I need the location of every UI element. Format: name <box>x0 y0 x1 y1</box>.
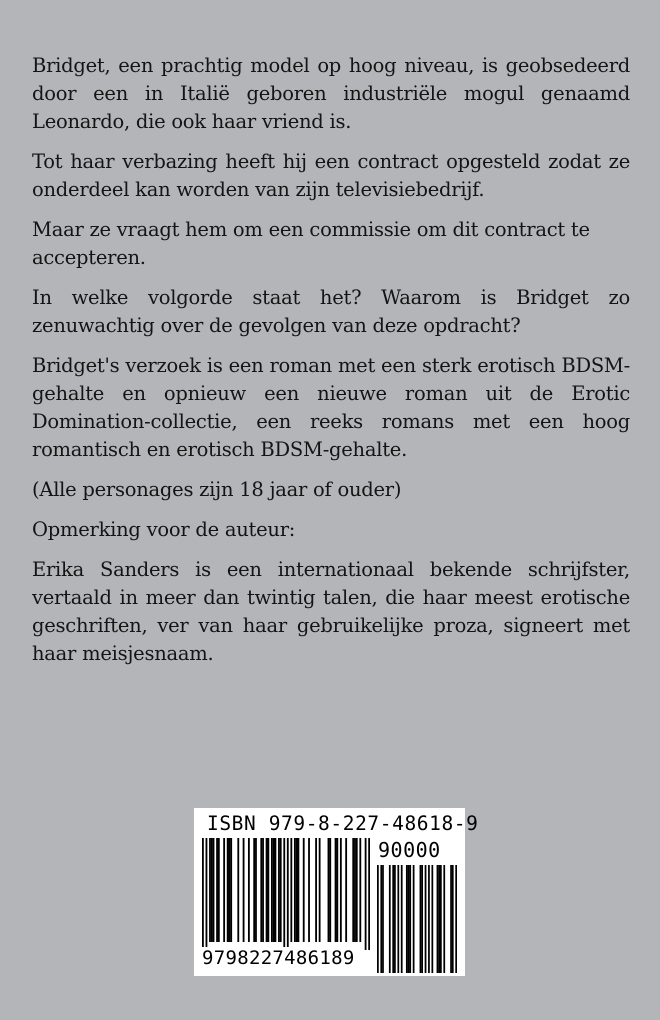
barcode-bar <box>209 838 211 942</box>
barcode-bar <box>294 838 296 942</box>
addon-bar <box>413 865 415 973</box>
barcode-bar <box>213 838 215 942</box>
barcode-bar <box>248 838 250 942</box>
addon-barcode-bars <box>377 865 457 973</box>
barcode-bar <box>280 838 282 942</box>
barcode-bar <box>336 838 338 942</box>
addon-bar <box>452 865 454 973</box>
price-addon-label: 90000 <box>378 838 441 862</box>
barcode-bar <box>216 838 218 942</box>
blurb-paragraph-4: In welke volgorde staat het? Waarom is Bridget zo zenuwachtig over de gevolgen van deze opdracht? <box>32 286 630 337</box>
barcode-bar <box>356 838 358 942</box>
addon-bar <box>377 865 379 973</box>
barcode-bar <box>340 838 342 942</box>
barcode-bar <box>262 838 264 942</box>
barcode-bar <box>287 838 289 950</box>
barcode-bar <box>211 838 213 942</box>
addon-bar <box>437 865 439 973</box>
barcode-bar <box>329 838 331 942</box>
barcode-bar <box>359 838 361 942</box>
addon-bar <box>455 865 457 973</box>
addon-bar <box>425 865 427 973</box>
barcode-bar <box>260 838 262 942</box>
addon-bar <box>401 865 403 973</box>
author-note: Erika Sanders is een internationaal bekende schrijfster, vertaald in meer dan twintig talen, die haar meest erotische geschriften, ver van haar gebruikelijke proza, signeert met haar meisjesnaam. <box>32 558 630 665</box>
addon-bar <box>397 865 399 973</box>
barcode-bar <box>290 838 292 942</box>
addon-bar <box>443 865 445 973</box>
blurb-paragraph-3: Maar ze vraagt hem om een commissie om dit contract te accepteren. <box>32 218 590 269</box>
barcode-bar <box>283 838 285 950</box>
barcode-bar <box>253 838 255 942</box>
barcode-bar <box>308 838 310 942</box>
barcode-bar <box>345 838 347 942</box>
barcode-bar <box>275 838 277 942</box>
addon-bar <box>382 865 384 973</box>
barcode-bar <box>273 838 275 942</box>
barcode-bar <box>202 838 204 950</box>
barcode-bar <box>296 838 298 942</box>
addon-bar <box>409 865 411 973</box>
barcode-bar <box>230 838 232 942</box>
barcode-bar <box>271 838 273 942</box>
barcode-bar <box>352 838 354 942</box>
addon-bar <box>431 865 433 973</box>
blurb-paragraph-1: Bridget, een prachtig model op hoog niveau, is geobsedeerd door een in Italië geboren industriële mogul genaamd Leonardo, die ook haar vriend is. <box>32 54 630 133</box>
barcode-bar <box>315 838 317 942</box>
addon-bar <box>421 865 423 973</box>
barcode-bar <box>255 838 257 942</box>
addon-bar <box>420 865 422 973</box>
age-disclaimer: (Alle personages zijn 18 jaar of ouder) <box>32 478 402 501</box>
barcode-bar <box>335 838 337 942</box>
back-cover-blurb <box>32 52 630 680</box>
barcode-bar <box>223 838 225 942</box>
barcode-bar <box>227 838 229 942</box>
addon-bar <box>394 865 396 973</box>
barcode-bar <box>365 838 367 950</box>
addon-bar <box>428 865 430 973</box>
ean-number: 9798227486189 <box>202 947 355 969</box>
barcode-bar <box>278 838 280 942</box>
isbn-barcode <box>194 808 479 976</box>
barcode-bar <box>266 838 268 942</box>
addon-bar <box>406 865 408 973</box>
addon-bar <box>450 865 452 973</box>
barcode-bar <box>206 838 208 950</box>
barcode-bar <box>237 838 239 942</box>
addon-bar <box>389 865 391 973</box>
blurb-paragraph-5: Bridget's verzoek is een roman met een sterk erotisch BDSM-gehalte en opnieuw een nieuwe roman uit de Erotic Domination-collectie, een reeks romans met een hoog romantisch en erotisch BDSM-gehalte. <box>32 354 630 461</box>
barcode-bar <box>319 838 321 942</box>
addon-bar <box>408 865 410 973</box>
blurb-paragraph-2: Tot haar verbazing heeft hij een contract opgesteld zodat ze onderdeel kan worden van zijn televisiebedrijf. <box>32 150 630 201</box>
barcode-bar <box>267 838 269 942</box>
barcode-bar <box>218 838 220 942</box>
barcode-bar <box>354 838 356 942</box>
addon-bar <box>440 865 442 973</box>
barcode-bar <box>243 838 245 942</box>
addon-bar <box>438 865 440 973</box>
author-note-heading: Opmerking voor de auteur: <box>32 518 296 541</box>
isbn-label: ISBN 979-8-227-48618-9 <box>207 812 479 835</box>
addon-bar <box>380 865 382 973</box>
barcode-bar <box>328 838 330 942</box>
barcode-bar <box>297 838 299 942</box>
addon-bar <box>392 865 394 973</box>
barcode-bar <box>303 838 305 942</box>
barcode-bar <box>229 838 231 942</box>
barcode-bar <box>368 838 370 950</box>
